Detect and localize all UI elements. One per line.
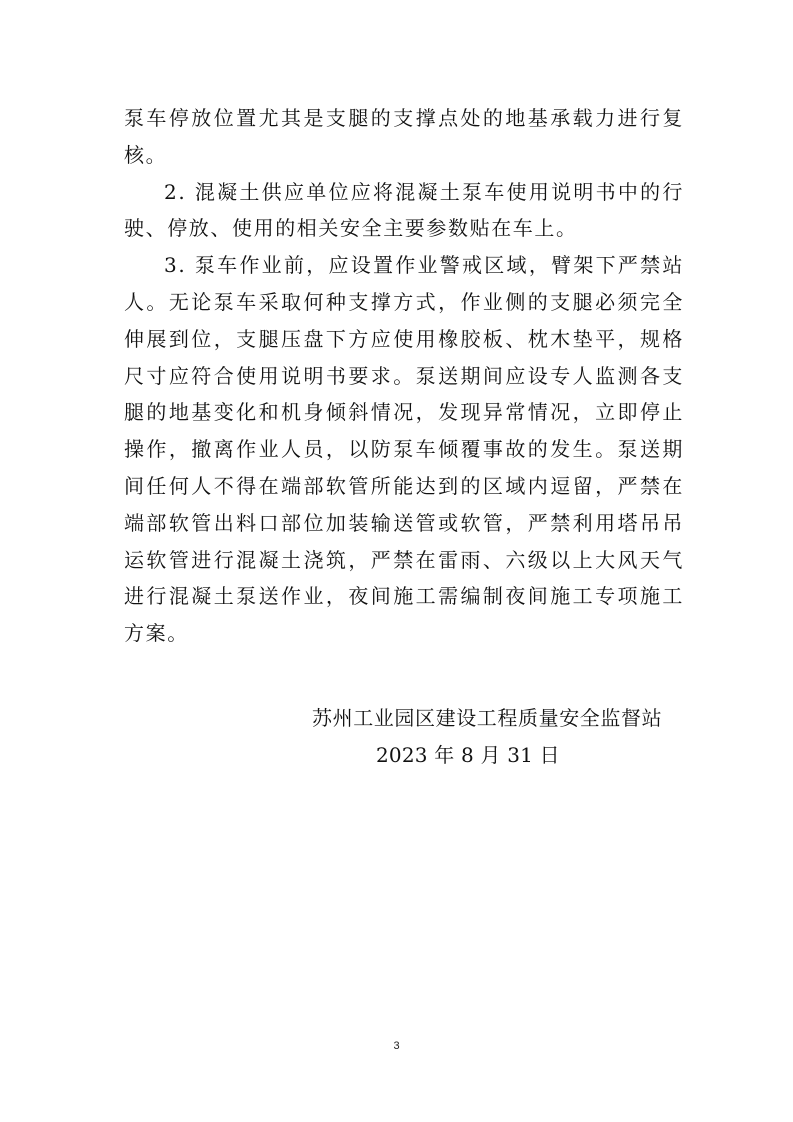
signature-organization: 苏州工业园区建设工程质量安全监督站 [312, 706, 663, 730]
page-number: 3 [393, 1040, 400, 1052]
signature-date: 2023 年 8 月 31 日 [376, 743, 560, 767]
paragraph-item-2: 2. 混凝土供应单位应将混凝土泵车使用说明书中的行驶、停放、使用的相关安全主要参数贴在车上。 [124, 179, 684, 241]
document-body [124, 100, 684, 652]
paragraph-continuation: 泵车停放位置尤其是支腿的支撑点处的地基承载力进行复核。 [124, 106, 684, 167]
paragraph-item-3: 3. 泵车作业前，应设置作业警戒区域，臂架下严禁站人。无论泵车采取何种支撑方式，作业侧的支腿必须完全伸展到位，支腿压盘下方应使用橡胶板、枕木垫平，规格尺寸应符合使用说明书要求。泵送期间应设专人监测各支腿的地基变化和机身倾斜情况，发现异常情况，立即停止操作，撤离作业人员，以防泵车倾覆事故的发生。泵送期间任何人不得在端部软管所能达到的区域内逗留，严禁在端部软管出料口部位加装输送管或软管，严禁利用塔吊吊运软管进行混凝土浇筑，严禁在雷雨、六级以上大风天气进行混凝土泵送作业，夜间施工需编制夜间施工专项施工方案。 [124, 253, 684, 646]
